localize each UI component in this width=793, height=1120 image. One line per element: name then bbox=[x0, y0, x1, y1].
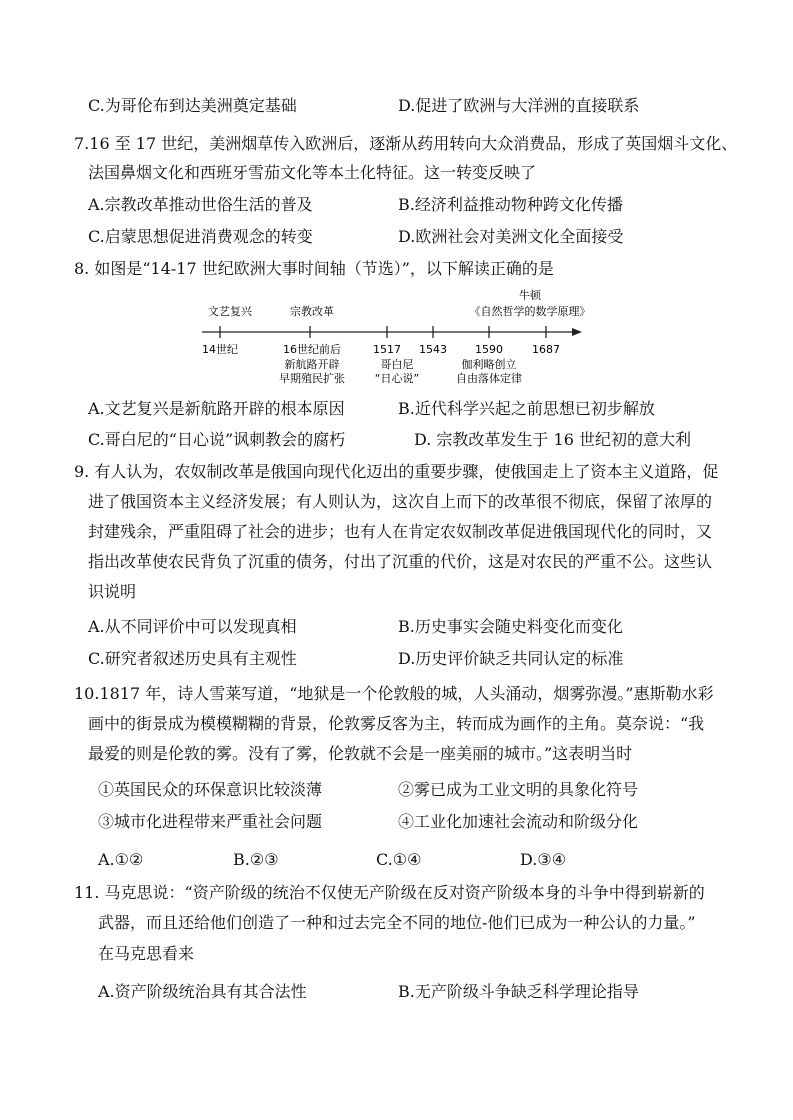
q7-option-d: D.欧洲社会对美洲文化全面接受 bbox=[398, 227, 624, 246]
q10-statement-1: ①英国民众的环保意识比较淡薄 bbox=[98, 780, 323, 799]
q9-stem-line-2: 进了俄国资本主义经济发展；有人则认为，这次自上而下的改革很不彻底，保留了浓厚的 bbox=[88, 492, 713, 511]
timeline-tick-label-1590: 1590 bbox=[475, 343, 503, 356]
q7-stem-line-1: 7.16 至 17 世纪，美洲烟草传入欧洲后，逐渐从药用转向大众消费品，形成了英国烟斗文化、 bbox=[74, 134, 738, 153]
q11-option-b: B.无产阶级斗争缺乏科学理论指导 bbox=[398, 982, 639, 1001]
q8-stem: 8. 如图是“14-17 世纪欧洲大事时间轴（节选）”，以下解读正确的是 bbox=[74, 259, 554, 278]
timeline-tick-label-16c: 16世纪前后 bbox=[283, 343, 341, 356]
q9-option-b: B.历史事实会随史料变化而变化 bbox=[398, 617, 623, 636]
q8-option-d: D. 宗教改革发生于 16 世纪初的意大利 bbox=[414, 430, 691, 449]
timeline-arrow-icon bbox=[572, 328, 582, 336]
q10-stem-line-2: 画中的街景成为模模糊糊的背景，伦敦雾反客为主，转而成为画作的主角。莫奈说：“我 bbox=[88, 714, 705, 733]
q10-statement-3: ③城市化进程带来严重社会问题 bbox=[98, 812, 323, 831]
q10-stem-line-1: 10.1817 年，诗人雪莱写道，“地狱是一个伦敦般的城，人头涌动，烟雾弥漫。”惠斯勒水彩 bbox=[74, 684, 714, 703]
q8-option-a: A.文艺复兴是新航路开辟的根本原因 bbox=[88, 399, 345, 418]
q9-option-d: D.历史评价缺乏共同认定的标准 bbox=[398, 649, 624, 668]
timeline-bottom-copernicus: 哥白尼 bbox=[380, 358, 414, 371]
timeline-tick-label-14c: 14世纪 bbox=[202, 343, 238, 356]
q11-stem-line-1: 11. 马克思说：“资产阶级的统治不仅使无产阶级在反对资产阶级本身的斗争中得到崭新的 bbox=[74, 883, 705, 902]
timeline-top-reformation: 宗教改革 bbox=[290, 305, 334, 318]
q7-option-c: C.启蒙思想促进消费观念的转变 bbox=[88, 227, 313, 246]
timeline-top-newton: 牛顿 bbox=[519, 289, 541, 302]
q9-option-c: C.研究者叙述历史具有主观性 bbox=[88, 649, 297, 668]
q9-stem-line-1: 9. 有人认为，农奴制改革是俄国向现代化迈出的重要步骤，使俄国走上了资本主义道路，促 bbox=[74, 462, 719, 481]
q6-option-c: C.为哥伦布到达美洲奠定基础 bbox=[88, 96, 297, 115]
timeline-bottom-free-fall: 自由落体定律 bbox=[456, 372, 522, 385]
q9-option-a: A.从不同评价中可以发现真相 bbox=[88, 617, 297, 636]
q7-option-b: B.经济利益推动物种跨文化传播 bbox=[398, 195, 623, 214]
q7-stem-line-2: 法国鼻烟文化和西班牙雪茄文化等本土化特征。这一转变反映了 bbox=[88, 163, 537, 182]
q10-option-b: B.②③ bbox=[233, 850, 279, 869]
q7-option-a: A.宗教改革推动世俗生活的普及 bbox=[88, 195, 313, 214]
timeline-bottom-new-routes: 新航路开辟 bbox=[284, 358, 340, 371]
q8-option-b: B.近代科学兴起之前思想已初步解放 bbox=[398, 399, 655, 418]
q11-option-a: A.资产阶级统治具有其合法性 bbox=[98, 982, 307, 1001]
q11-stem-line-2: 武器，而且还给他们创造了一种和过去完全不同的地位-他们已成为一种公认的力量。” bbox=[98, 913, 696, 932]
q11-stem-line-3: 在马克思看来 bbox=[98, 944, 195, 963]
q10-option-c: C.①④ bbox=[376, 850, 422, 869]
q10-option-a: A.①② bbox=[98, 850, 144, 869]
q10-stem-line-3: 最爱的则是伦敦的雾。没有了雾，伦敦就不会是一座美丽的城市。”这表明当时 bbox=[88, 744, 633, 763]
q10-statement-4: ④工业化加速社会流动和阶级分化 bbox=[398, 812, 639, 831]
timeline-bottom-heliocentric: “日心说” bbox=[374, 372, 420, 385]
q9-stem-line-3: 封建残余，严重阻碍了社会的进步；也有人在肯定农奴制改革促进俄国现代化的同时，又 bbox=[88, 522, 713, 541]
timeline-bottom-galileo: 伽利略创立 bbox=[461, 358, 517, 371]
q8-option-c: C.哥白尼的“日心说”讽刺教会的腐朽 bbox=[88, 430, 346, 449]
timeline-top-renaissance: 文艺复兴 bbox=[208, 305, 252, 318]
timeline-tick-label-1687: 1687 bbox=[532, 343, 560, 356]
q9-stem-line-5: 识说明 bbox=[88, 582, 137, 601]
timeline-tick-label-1543: 1543 bbox=[419, 343, 447, 356]
q9-stem-line-4: 指出改革使农民背负了沉重的债务，付出了沉重的代价，这是对农民的严重不公。这些认 bbox=[88, 552, 713, 571]
timeline-top-principia: 《自然哲学的数学原理》 bbox=[469, 305, 590, 318]
q10-option-d: D.③④ bbox=[520, 850, 567, 869]
timeline-bottom-colonial: 早期殖民扩张 bbox=[279, 372, 345, 385]
q10-statement-2: ②雾已成为工业文明的具象化符号 bbox=[398, 780, 639, 799]
q6-option-d: D.促进了欧洲与大洋洲的直接联系 bbox=[398, 96, 640, 115]
timeline-figure bbox=[190, 276, 590, 386]
timeline-tick-label-1517: 1517 bbox=[373, 343, 401, 356]
